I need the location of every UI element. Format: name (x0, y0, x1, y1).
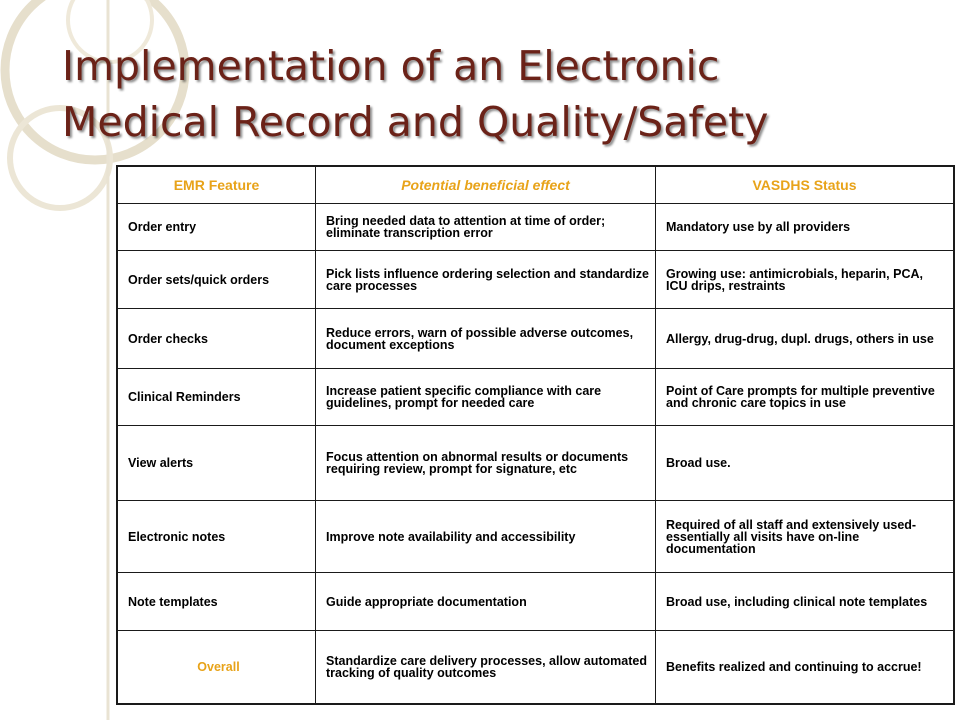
feature-cell: Electronic notes (118, 501, 316, 573)
effect-cell: Improve note availability and accessibility (316, 501, 656, 573)
table-header-row (118, 167, 954, 204)
feature-cell: Note templates (118, 573, 316, 631)
feature-cell: Order sets/quick orders (118, 251, 316, 309)
effect-cell: Pick lists influence ordering selection and standardize care processes (316, 251, 656, 309)
effect-cell: Focus attention on abnormal results or documents requiring review, prompt for signature, etc (316, 426, 656, 501)
status-cell: Point of Care prompts for multiple preventive and chronic care topics in use (656, 369, 954, 426)
header-vasdhs-status: VASDHS Status (656, 167, 954, 204)
title-line-1: Implementation of an Electronic (62, 42, 720, 90)
table-row (118, 573, 954, 631)
header-potential-effect: Potential beneficial effect (316, 167, 656, 204)
status-cell: Mandatory use by all providers (656, 204, 954, 251)
feature-cell: View alerts (118, 426, 316, 501)
table-row (118, 501, 954, 573)
table-row (118, 251, 954, 309)
table-row (118, 309, 954, 369)
feature-cell-overall: Overall (118, 631, 316, 704)
emr-feature-table (117, 166, 954, 704)
effect-cell: Increase patient specific compliance with care guidelines, prompt for needed care (316, 369, 656, 426)
table-row-overall (118, 631, 954, 704)
status-cell: Growing use: antimicrobials, heparin, PCA, ICU drips, restraints (656, 251, 954, 309)
effect-cell: Bring needed data to attention at time of order; eliminate transcription error (316, 204, 656, 251)
effect-cell: Reduce errors, warn of possible adverse outcomes, document exceptions (316, 309, 656, 369)
feature-cell: Clinical Reminders (118, 369, 316, 426)
slide-title (62, 38, 942, 150)
table-row (118, 204, 954, 251)
status-cell: Required of all staff and extensively used-essentially all visits have on-line documentation (656, 501, 954, 573)
title-line-2: Medical Record and Quality/Safety (62, 98, 769, 146)
feature-cell: Order checks (118, 309, 316, 369)
effect-cell: Guide appropriate documentation (316, 573, 656, 631)
feature-cell: Order entry (118, 204, 316, 251)
header-emr-feature: EMR Feature (118, 167, 316, 204)
status-cell: Broad use, including clinical note templates (656, 573, 954, 631)
table-row (118, 426, 954, 501)
effect-cell: Standardize care delivery processes, allow automated tracking of quality outcomes (316, 631, 656, 704)
status-cell: Allergy, drug-drug, dupl. drugs, others in use (656, 309, 954, 369)
status-cell: Broad use. (656, 426, 954, 501)
status-cell: Benefits realized and continuing to accrue! (656, 631, 954, 704)
table-row (118, 369, 954, 426)
